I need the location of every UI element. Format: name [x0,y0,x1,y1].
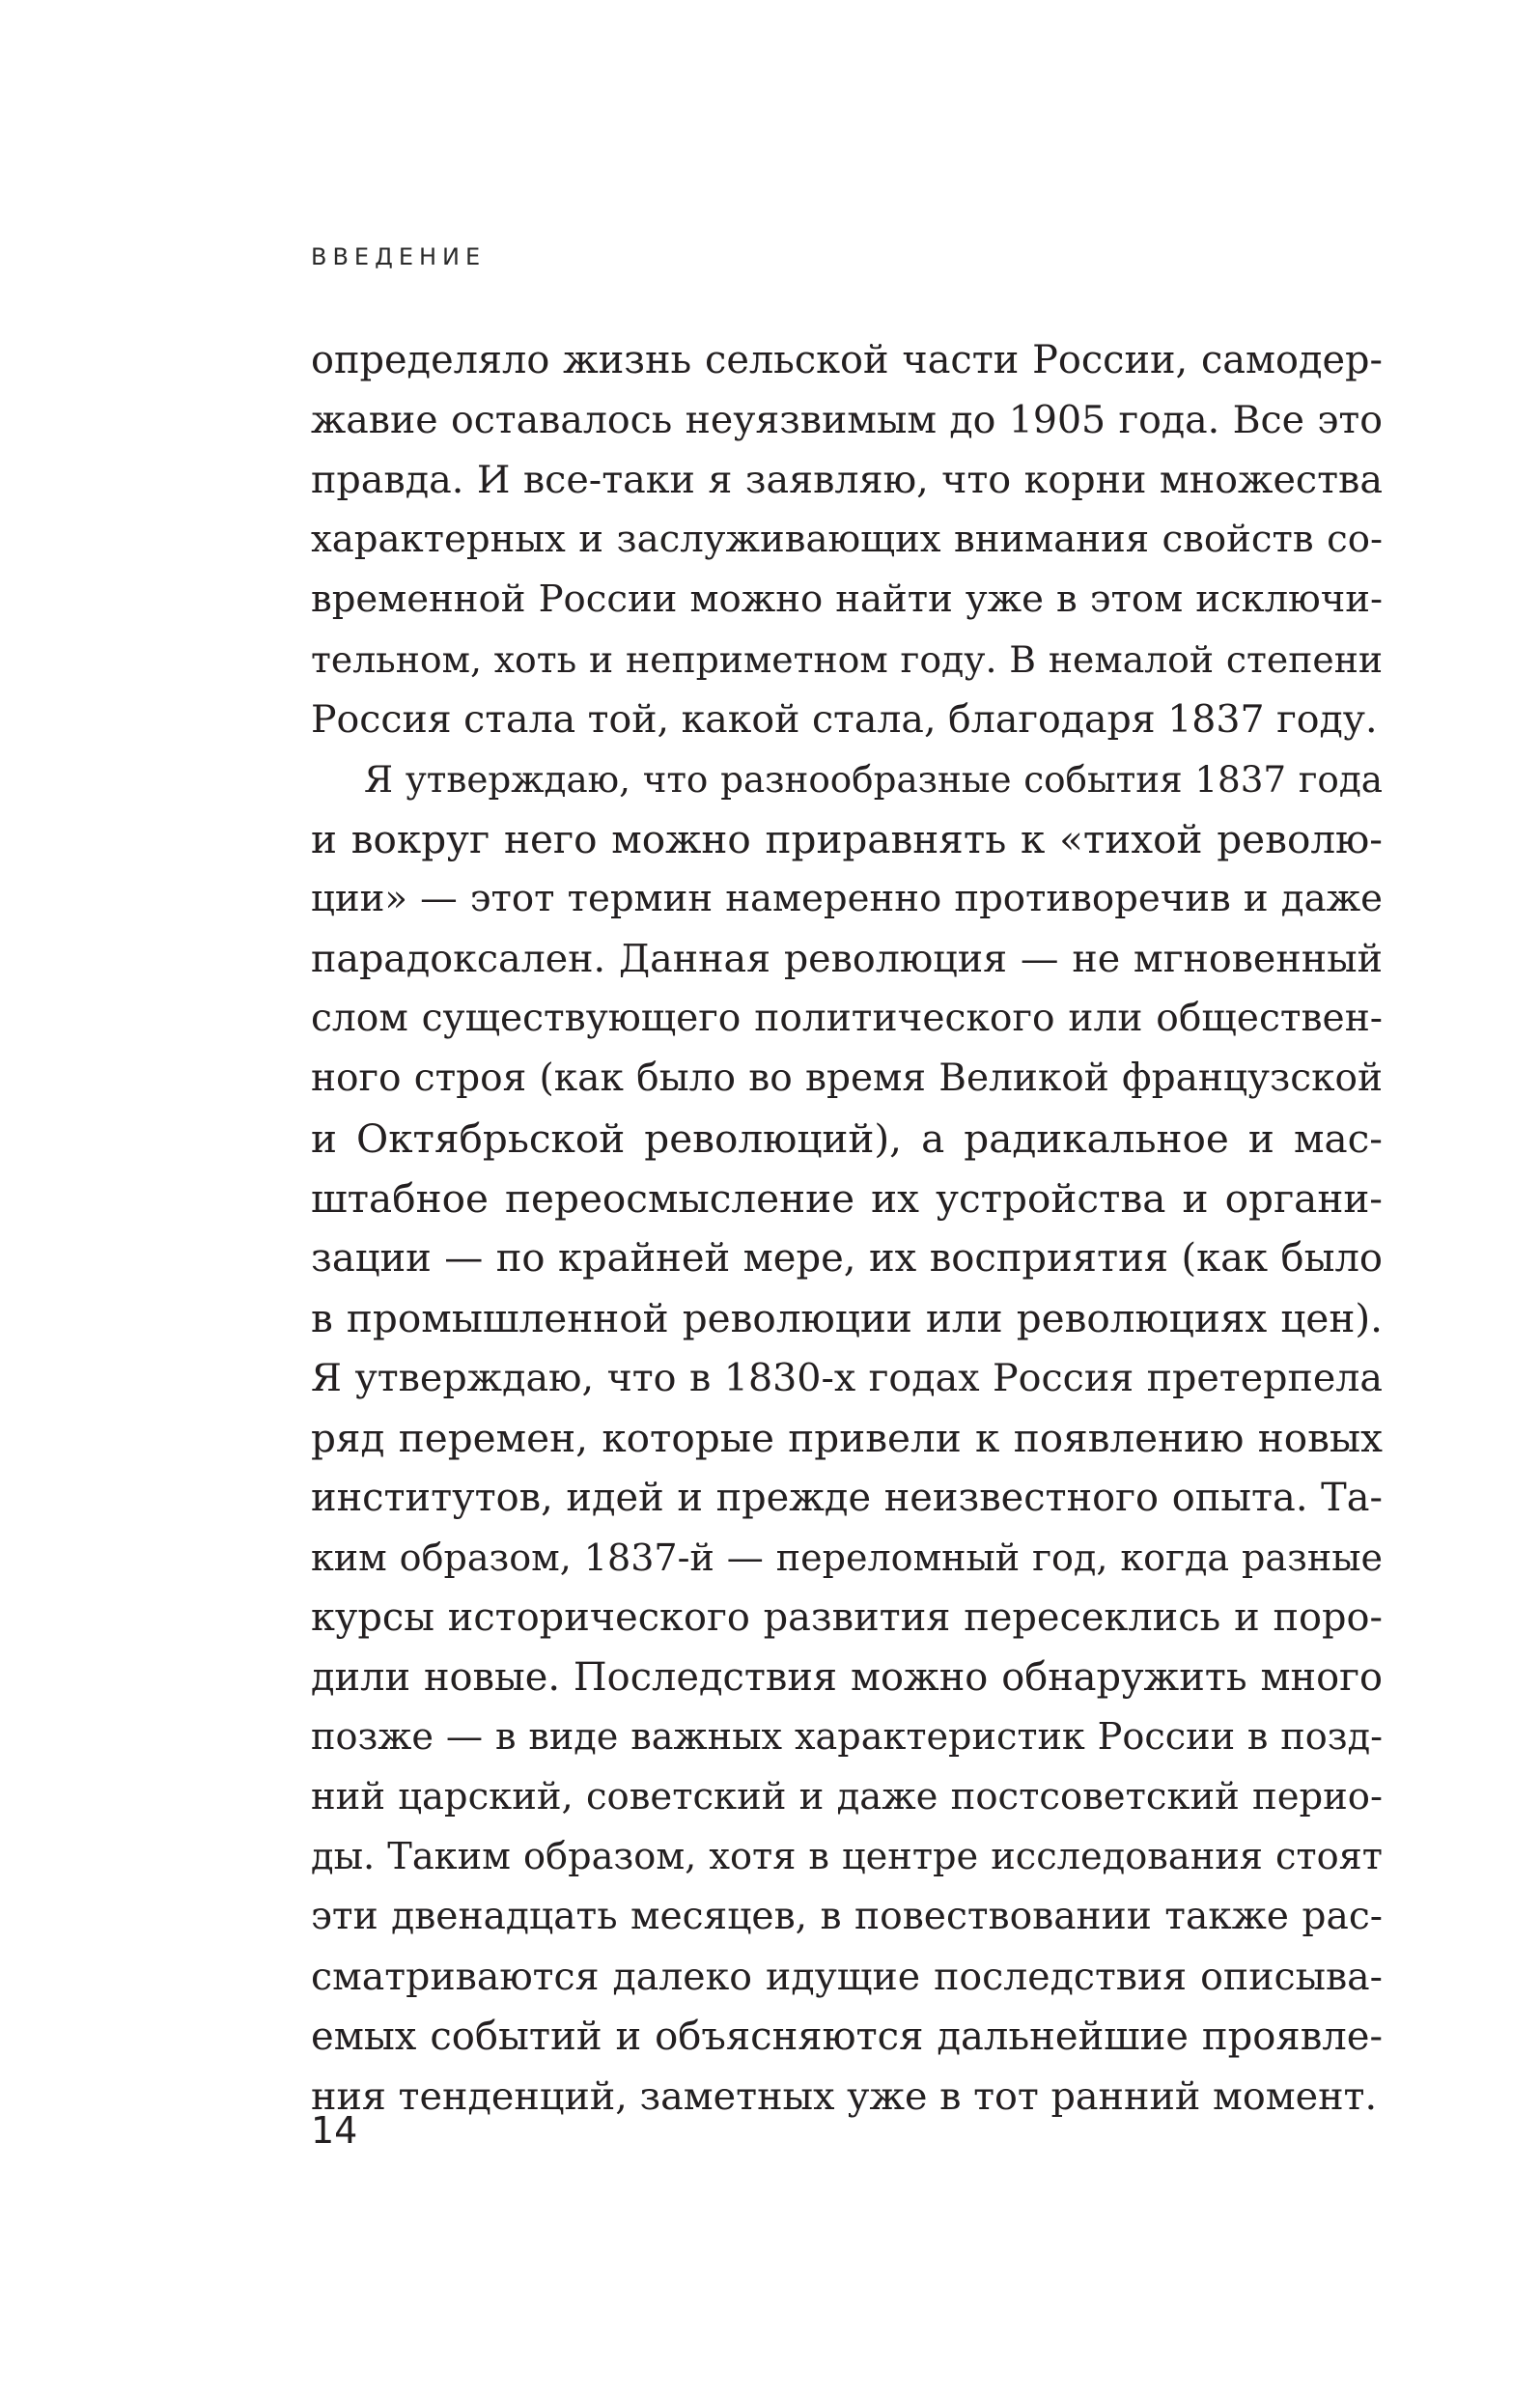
page-number: 14 [311,2109,358,2152]
text-line: ния тенденций, заметных уже в тот ранний момент. [311,2074,1378,2119]
text-line: позже — в виде важных характеристик России в позд- [311,1716,1383,1759]
text-line: ды. Таким образом, хотя в центре исследования стоят [311,1835,1383,1878]
text-line: штабное переосмысление их устройства и органи- [311,1175,1383,1222]
text-line: Россия стала той, какой стала, благодаря 1837 году. [311,697,1378,742]
body-text [311,330,1383,2127]
text-line: ний царский, советский и даже постсоветский перио- [311,1775,1383,1818]
text-line: зации — по крайней мере, их восприятия (как было [311,1236,1383,1281]
text-line: дили новые. Последствия можно обнаружить много [311,1655,1383,1700]
text-line: тельном, хоть и неприметном году. В немалой степени [311,638,1383,681]
text-line: характерных и заслуживающих внимания свойств со- [311,518,1383,561]
text-line: ного строя (как было во время Великой французской [311,1057,1383,1100]
text-line: емых событий и объясняются дальнейшие проявле- [311,2015,1383,2059]
text-line: Я утверждаю, что в 1830-х годах Россия претерпела [311,1356,1383,1400]
paragraph [311,330,1383,749]
text-line: определяло жизнь сельской части России, самодер- [311,338,1383,382]
text-line: институтов, идей и прежде неизвестного опыта. Та- [311,1476,1383,1520]
text-line: в промышленной революции или революциях цен). [311,1295,1383,1341]
text-line: жавие оставалось неуязвимым до 1905 года. Все это [311,398,1383,442]
running-head: ВВЕДЕНИЕ [311,243,487,270]
text-line: ряд перемен, которые привели к появлению новых [311,1415,1383,1461]
text-line: временной России можно найти уже в этом исключи- [311,578,1383,621]
text-line: слом существующего политического или обществен- [311,997,1383,1040]
paragraph [311,749,1383,2127]
text-line: и вокруг него можно приравнять к «тихой револю- [311,816,1383,862]
text-line: ции» — этот термин намеренно противоречив и даже [311,877,1383,920]
text-line: парадоксален. Данная революция — не мгновенный [311,937,1383,981]
text-line: и Октябрьской революций), а радикальное и мас- [311,1115,1383,1162]
text-line: курсы исторического развития пересеклись и поро- [311,1595,1383,1640]
text-line: сматриваются далеко идущие последствия описыва- [311,1955,1383,1999]
text-line: правда. И все-таки я заявляю, что корни множества [311,458,1383,502]
text-line: Я утверждаю, что разнообразные события 1837 года [364,758,1383,801]
text-line: ким образом, 1837-й — переломный год, когда разные [311,1536,1383,1579]
text-line: эти двенадцать месяцев, в повествовании также рас- [311,1895,1383,1938]
